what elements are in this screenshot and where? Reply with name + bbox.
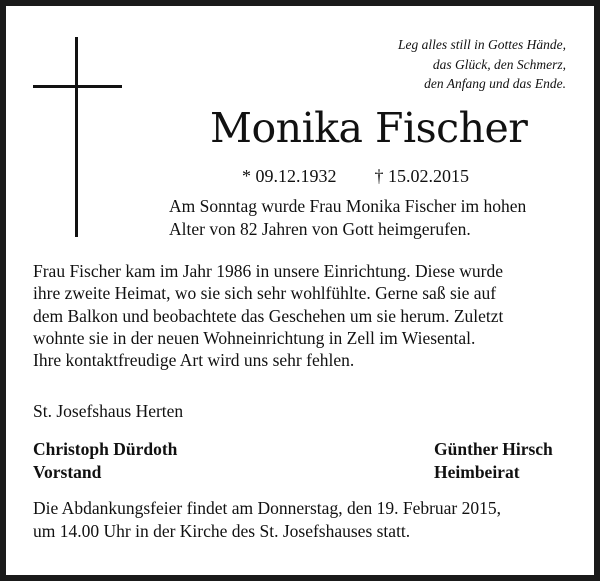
motto-line: das Glück, den Schmerz, — [432, 56, 566, 72]
institution-name: St. Josefshaus Herten — [33, 401, 184, 421]
motto-line: den Anfang und das Ende. — [424, 76, 566, 91]
life-dates — [242, 166, 469, 187]
cross-icon-horizontal — [33, 85, 122, 88]
motto-verse — [398, 35, 566, 94]
body-paragraph — [33, 260, 578, 371]
body-line: Ihre kontaktfreudige Art wird uns sehr fehlen. — [33, 350, 355, 371]
body-line: ihre zweite Heimat, wo sie sich sehr wohlfühlte. Gerne saß sie auf — [33, 283, 497, 304]
intro-text — [169, 195, 579, 241]
cross-icon-vertical — [75, 37, 78, 237]
death-date: † 15.02.2015 — [374, 166, 469, 186]
funeral-announcement — [33, 497, 578, 542]
intro-line: Alter von 82 Jahren von Gott heimgerufen. — [169, 219, 471, 239]
deceased-name: Monika Fischer — [210, 104, 528, 152]
signatory-role: Vorstand — [33, 462, 102, 482]
signatory-left — [33, 438, 177, 484]
signatory-name: Günther Hirsch — [434, 439, 553, 459]
motto-line: Leg alles still in Gottes Hände, — [398, 37, 566, 52]
body-line: Frau Fischer kam im Jahr 1986 in unsere Einrichtung. Diese wurde — [33, 261, 503, 281]
closing-line: um 14.00 Uhr in der Kirche des St. Josefshauses statt. — [33, 520, 411, 541]
signatory-right — [434, 438, 553, 484]
signatory-role: Heimbeirat — [434, 462, 520, 482]
intro-line: Am Sonntag wurde Frau Monika Fischer im hohen — [169, 196, 527, 216]
body-line: wohnte sie in der neuen Wohneinrichtung in Zell im Wiesental. — [33, 327, 476, 348]
birth-date: * 09.12.1932 — [242, 166, 337, 186]
signatory-name: Christoph Dürdoth — [33, 439, 178, 459]
closing-line: Die Abdankungsfeier findet am Donnerstag, den 19. Februar 2015, — [33, 498, 502, 518]
body-line: dem Balkon und beobachtete das Geschehen um sie herum. Zuletzt — [33, 305, 504, 326]
